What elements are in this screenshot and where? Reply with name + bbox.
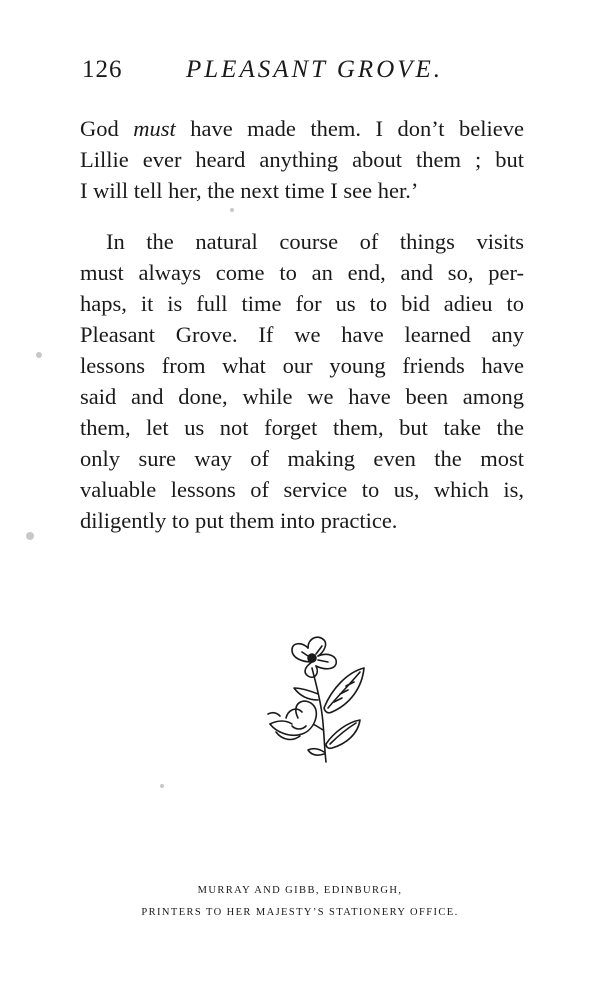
printer-imprint <box>0 880 600 924</box>
text-line: In the natural course of things visits <box>106 229 524 254</box>
text-line: I will tell her, the next time I see her.’ <box>80 178 419 203</box>
text-line: valuable lessons of service to us, which is, <box>80 477 524 502</box>
text-line: Lillie ever heard anything about them ; but <box>80 147 524 172</box>
flower-ornament-icon <box>262 632 372 767</box>
emphasis-run: must <box>133 116 176 141</box>
paper-speck <box>36 352 42 358</box>
page-number: 126 <box>82 56 123 83</box>
text-run: God <box>80 116 134 141</box>
paragraph-2 <box>80 226 524 536</box>
text-line: must always come to an end, and so, per- <box>80 260 524 285</box>
text-line: haps, it is full time for us to bid adieu to <box>80 291 524 316</box>
text-line: said and done, while we have been among <box>80 384 524 409</box>
paper-speck <box>160 784 164 788</box>
text-line: diligently to put them into practice. <box>80 508 398 533</box>
imprint-line-2: PRINTERS TO HER MAJESTY’S STATIONERY OFFICE. <box>141 907 459 918</box>
text-line: lessons from what our young friends have <box>80 353 524 378</box>
paragraph-1 <box>80 113 524 206</box>
text-line <box>80 113 524 144</box>
text-line: them, let us not forget them, but take the <box>80 415 524 440</box>
running-title: PLEASANT GROVE. <box>186 56 444 83</box>
text-line: Pleasant Grove. If we have learned any <box>80 322 524 347</box>
imprint-line-1: MURRAY AND GIBB, EDINBURGH, <box>197 885 403 896</box>
text-run: have made them. I don’t believe <box>175 116 524 141</box>
paper-speck <box>230 208 234 212</box>
text-line: only sure way of making even the most <box>80 446 524 471</box>
paper-speck <box>26 532 34 540</box>
running-head <box>82 56 522 90</box>
